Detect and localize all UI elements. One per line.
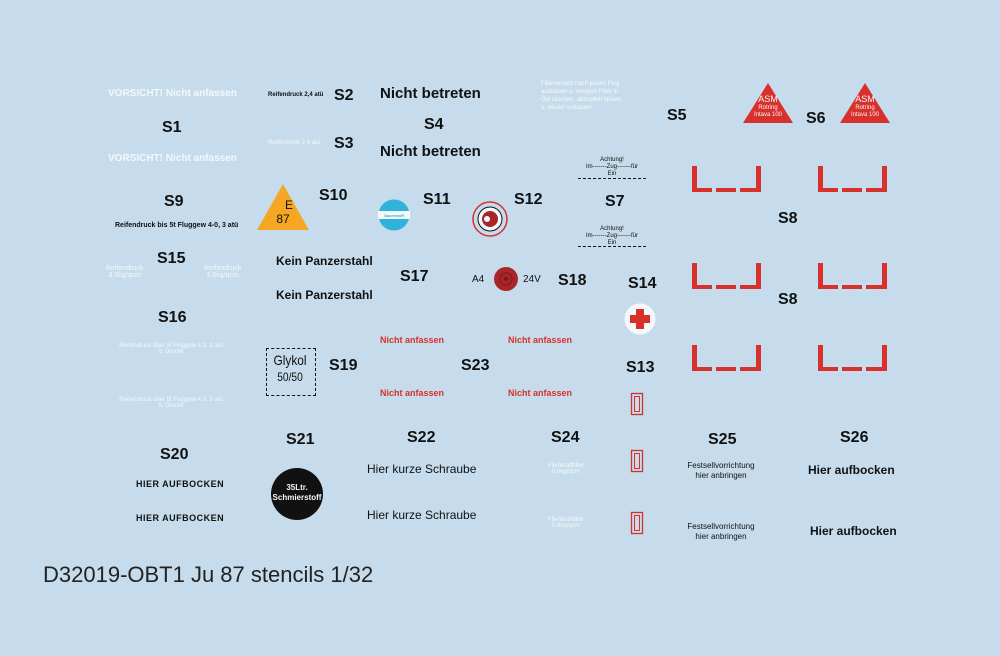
- label-s26: S26: [840, 429, 869, 446]
- red-marker-icon-2: [631, 450, 643, 472]
- label-s18: S18: [558, 272, 587, 289]
- red-bracket-icon-6: [818, 342, 888, 372]
- red-marker-icon-1: [631, 393, 643, 415]
- aufbocken-caps-2: HIER AUFBOCKEN: [136, 513, 225, 523]
- label-s8-1: S8: [778, 210, 798, 227]
- label-s1: S1: [162, 119, 182, 136]
- reifendruck-s15-left: Reifendruck 3.6kg/qcm: [106, 265, 144, 279]
- aufbocken-stencil-1: Hier aufbocken: [808, 463, 895, 477]
- label-s9: S9: [164, 193, 184, 210]
- achtung-divider-2: [578, 246, 646, 247]
- red-bracket-icon-4: [818, 260, 888, 290]
- reifendruck-stencil-s9: Reifendruck bis 5t Fluggew 4-0, 3 atü: [115, 222, 239, 229]
- reifendruck-s15-right: Reifendruck 3.6kg/qcm: [204, 265, 242, 279]
- schraube-stencil-2: Hier kurze Schraube: [367, 508, 477, 522]
- label-s21: S21: [286, 431, 315, 448]
- achtung-divider-1: [578, 178, 646, 179]
- red-bracket-icon-2: [818, 163, 888, 193]
- label-s11: S11: [423, 191, 451, 208]
- anfassen-stencil-4: Nicht anfassen: [508, 388, 573, 398]
- label-s10: S10: [319, 187, 348, 204]
- anfassen-stencil-2: Nicht anfassen: [508, 335, 573, 345]
- label-s23: S23: [461, 357, 490, 374]
- sauerstoff-text: Sauerstoff: [384, 213, 404, 218]
- betreten-stencil-2: Nicht betreten: [380, 143, 481, 160]
- festsell-stencil-1: Festsellvorrichtung hier anbringen: [687, 461, 755, 480]
- label-s25: S25: [708, 431, 737, 448]
- achtung-zug-2: Achtung! Im-------Zug-------für Ein: [585, 226, 639, 246]
- label-s7: S7: [605, 193, 625, 210]
- red-bracket-icon-1: [692, 163, 762, 193]
- label-s12: S12: [514, 191, 543, 208]
- reifendruck-stencil-s3: Reifendruck 2,4 atü: [268, 140, 321, 146]
- reifendruck-stencil-s2: Reifendruck 2,4 atü: [268, 92, 324, 98]
- asm-text-2: ASM Rotring Intava 100: [850, 94, 880, 118]
- label-s4: S4: [424, 116, 444, 133]
- sheet-title: D32019-OBT1 Ju 87 stencils 1/32: [43, 562, 374, 587]
- label-s22: S22: [407, 429, 436, 446]
- aufbocken-stencil-2: Hier aufbocken: [810, 524, 897, 538]
- red-connector-icon: [493, 266, 519, 292]
- label-s14: S14: [628, 275, 657, 292]
- label-s16: S16: [158, 309, 187, 326]
- red-bracket-icon-3: [692, 260, 762, 290]
- e87-fuel-marking: E 87: [276, 198, 293, 226]
- anfassen-stencil-3: Nicht anfassen: [380, 388, 445, 398]
- filter-instruction: Filtereinsatz nach jedem Flug ausbauen u. reinigen Filter in Öel tauchen, abtropfen lassen u. wieder einbauen: [541, 81, 622, 111]
- label-s8-2: S8: [778, 291, 798, 308]
- reifendruck-s16-a: Reifendruck über 5t Fluggew 4.0, 3 atü 0. Druckk: [119, 343, 223, 355]
- red-marker-icon-3: [631, 512, 643, 534]
- electrical-socket-icon: [472, 201, 508, 237]
- fliehkraft-stencil-2: Fliehkraftfilter 0.6kg/qcm: [547, 517, 584, 529]
- label-s2: S2: [334, 87, 354, 104]
- label-s15: S15: [157, 250, 186, 267]
- vorsicht-stencil-1: VORSICHT! Nicht anfassen: [108, 88, 237, 99]
- red-bracket-icon-5: [692, 342, 762, 372]
- panzerstahl-stencil-1: Kein Panzerstahl: [276, 254, 373, 268]
- label-s24: S24: [551, 429, 580, 446]
- label-s17: S17: [400, 268, 429, 285]
- label-s6: S6: [806, 110, 826, 127]
- schmierstoff-text: 35Ltr. Schmierstoff: [272, 483, 322, 502]
- label-s19: S19: [329, 357, 358, 374]
- schraube-stencil-1: Hier kurze Schraube: [367, 462, 477, 476]
- anfassen-stencil-1: Nicht anfassen: [380, 335, 445, 345]
- panzerstahl-stencil-2: Kein Panzerstahl: [276, 288, 373, 302]
- vorsicht-stencil-2: VORSICHT! Nicht anfassen: [108, 153, 237, 164]
- aufbocken-caps-1: HIER AUFBOCKEN: [136, 479, 225, 489]
- festsell-stencil-2: Festsellvorrichtung hier anbringen: [687, 522, 755, 541]
- reifendruck-s16-b: Reifendruck über 5t Fluggew 4.0, 3 atü 0. Druckk: [119, 397, 223, 409]
- red-cross-icon: [624, 303, 656, 335]
- asm-text-1: ASM Rotring Intava 100: [753, 94, 783, 118]
- 24v-label: 24V: [523, 274, 541, 285]
- glykol-label: Glykol 50/50: [273, 352, 307, 384]
- label-s3: S3: [334, 135, 354, 152]
- achtung-zug-1: Achtung! Im-------Zug-------für Ein: [585, 157, 639, 177]
- betreten-stencil-1: Nicht betreten: [380, 85, 481, 102]
- label-s5: S5: [667, 107, 687, 124]
- label-s13: S13: [626, 359, 655, 376]
- fliehkraft-stencil-1: Fliehkraftfilter 0.6kg/qcm: [547, 463, 584, 475]
- label-s20: S20: [160, 446, 189, 463]
- a4-label: A4: [472, 274, 485, 285]
